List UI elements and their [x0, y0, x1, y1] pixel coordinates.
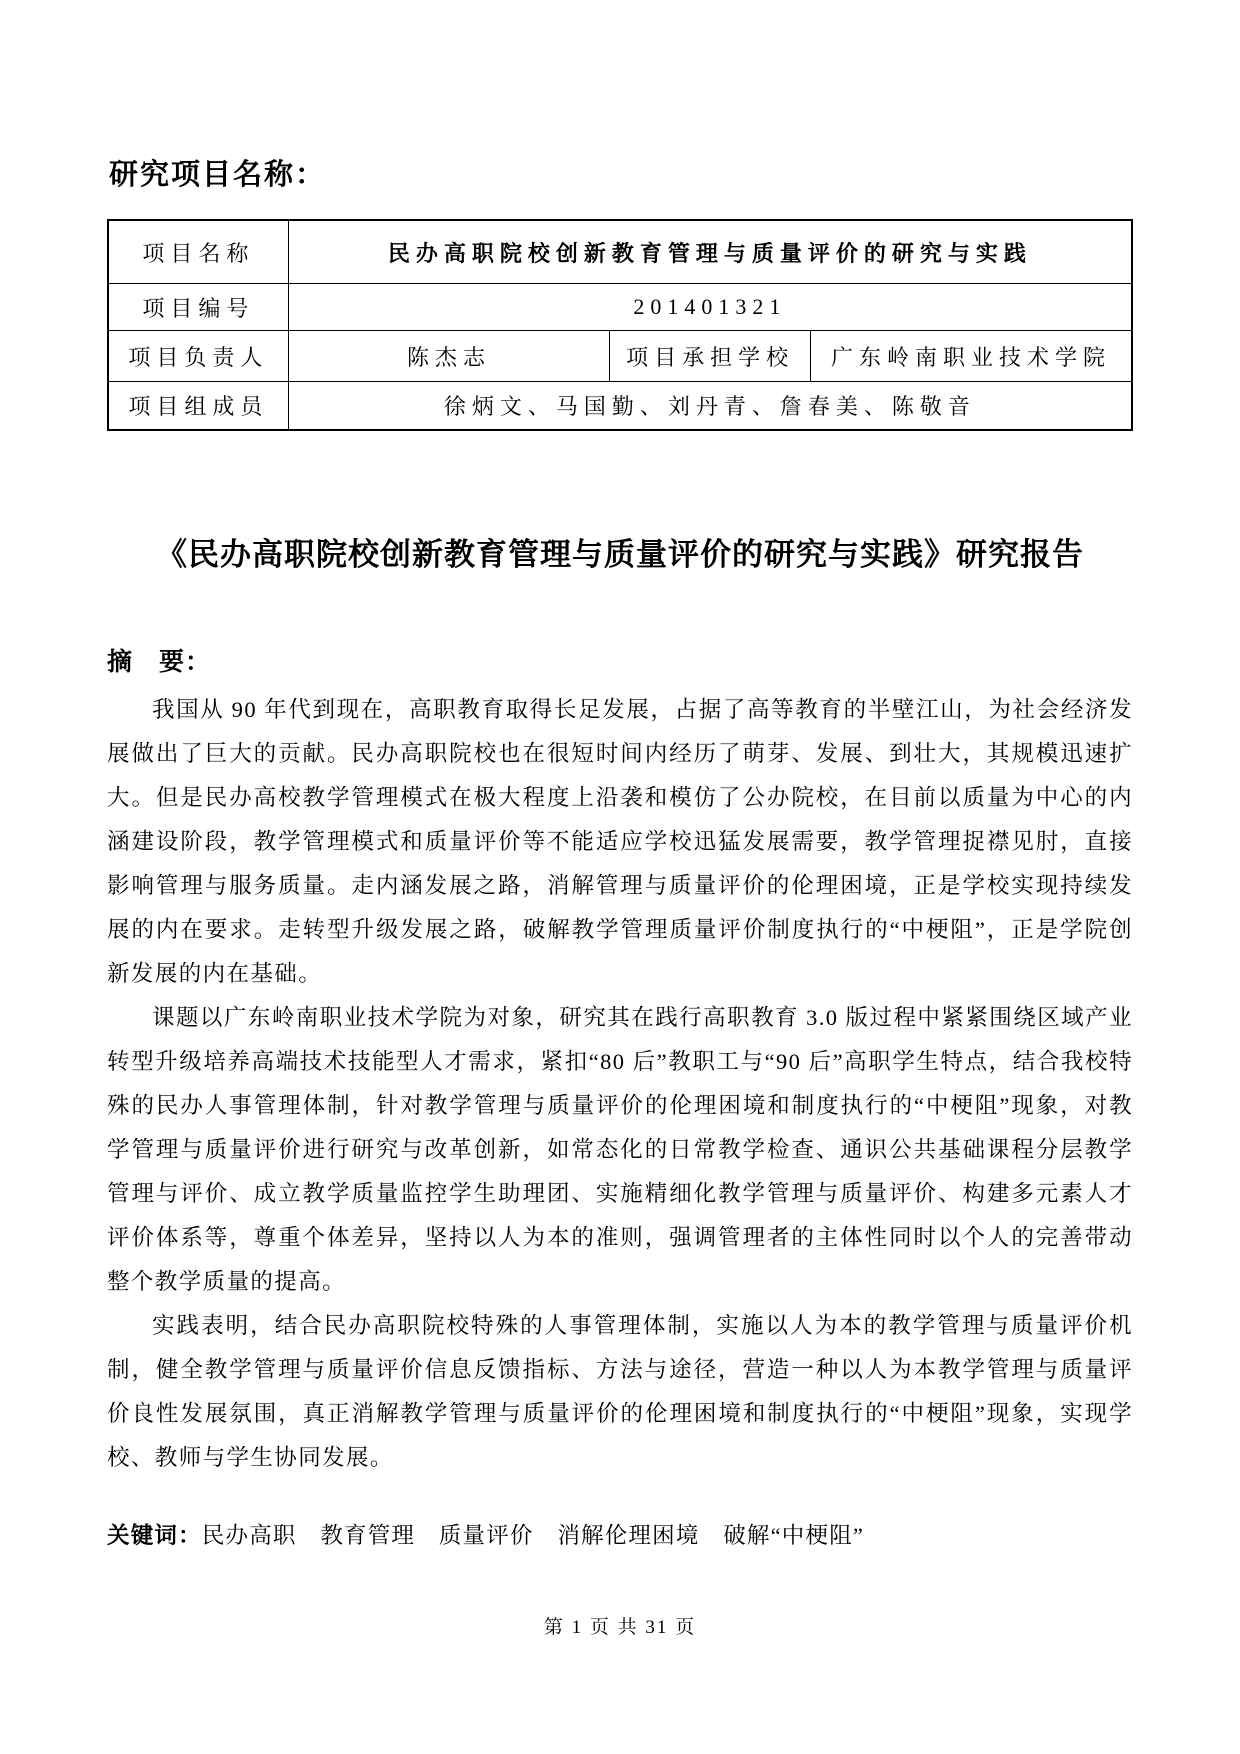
project-school-label: 项目承担学校 [610, 331, 811, 382]
page-title: 研究项目名称： [109, 159, 327, 191]
project-number-value: 201401321 [288, 284, 1132, 331]
table-row [108, 284, 1132, 331]
report-title: 《民办高职院校创新教育管理与质量评价的研究与实践》研究报告 [156, 537, 1084, 572]
table-row [108, 382, 1132, 431]
abstract-paragraph: 我国从 90 年代到现在，高职教育取得长足发展，占据了高等教育的半壁江山，为社会经济发展做出了巨大的贡献。民办高职院校也在很短时间内经历了萌芽、发展、到壮大，其规模迅速扩大。但是民办高校教学管理模式在极大程度上沿袭和模仿了公办院校，在目前以质量为中心的内涵建设阶段，教学管理模式和质量评价等不能适应学校迅猛发展需要，教学管理捉襟见肘，直接影响管理与服务质量。走内涵发展之路，消解管理与质量评价的伦理困境，正是学校实现持续发展的内在要求。走转型升级发展之路，破解教学管理质量评价制度执行的“中梗阻”，正是学院创新发展的内在基础。 [107, 697, 1133, 986]
table-row [108, 331, 1132, 382]
abstract-label: 摘 要： [107, 648, 212, 676]
project-leader-value: 陈杰志 [288, 331, 610, 382]
abstract-paragraph: 实践表明，结合民办高职院校特殊的人事管理体制，实施以人为本的教学管理与质量评价机制，健全教学管理与质量评价信息反馈指标、方法与途径，营造一种以人为本教学管理与质量评价良性发展氛围，真正消解教学管理与质量评价的伦理困境和制度执行的“中梗阻”现象，实现学校、教师与学生协同发展。 [107, 1313, 1133, 1470]
keywords-text: 民办高职 教育管理 质量评价 消解伦理困境 破解“中梗阻” [201, 1523, 865, 1548]
keywords-line [107, 1514, 1133, 1558]
project-leader-label: 项目负责人 [108, 331, 288, 382]
project-name-label: 项目名称 [108, 220, 288, 284]
project-number-label: 项目编号 [108, 284, 288, 331]
project-school-value: 广东岭南职业技术学院 [810, 331, 1132, 382]
table-row [108, 220, 1132, 284]
page-number: 第 1 页 共 31 页 [543, 1617, 697, 1638]
project-info-table [107, 219, 1133, 431]
project-members-label: 项目组成员 [108, 382, 288, 431]
project-name-value: 民办高职院校创新教育管理与质量评价的研究与实践 [288, 220, 1132, 284]
project-members-value: 徐炳文、马国勤、刘丹青、詹春美、陈敬音 [288, 382, 1132, 431]
abstract-paragraph: 课题以广东岭南职业技术学院为对象，研究其在践行高职教育 3.0 版过程中紧紧围绕区域产业转型升级培养高端技术技能型人才需求，紧扣“80 后”教职工与“90 后”高职学生特点，结合我校特殊的民办人事管理体制，针对教学管理与质量评价的伦理困境和制度执行的“中梗阻”现象，对教学管理与质量评价进行研究与改革创新，如常态化的日常教学检查、通识公共基础课程分层教学管理与评价、成立教学质量监控学生助理团、实施精细化教学管理与质量评价、构建多元素人才评价体系等，尊重个体差异，坚持以人为本的准则，强调管理者的主体性同时以个人的完善带动整个教学质量的提高。 [107, 1005, 1133, 1294]
keywords-label: 关键词： [107, 1523, 202, 1548]
abstract-body [107, 688, 1133, 1480]
